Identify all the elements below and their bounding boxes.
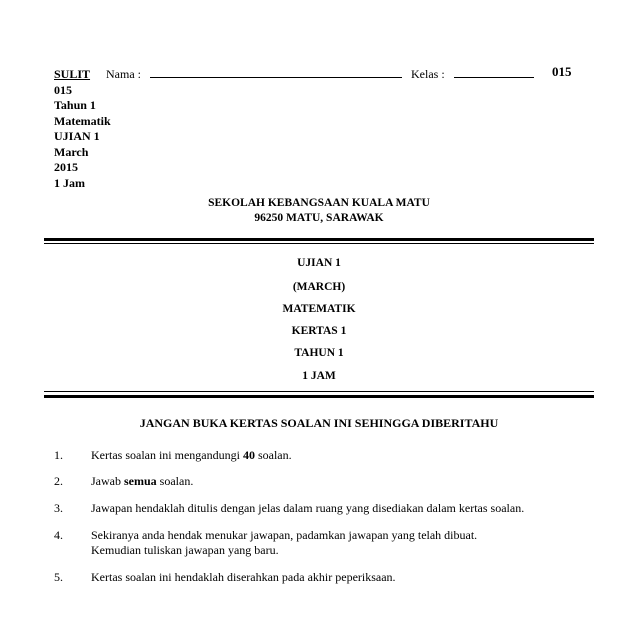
instruction-number: 5. xyxy=(54,570,63,584)
exam-line: TAHUN 1 xyxy=(294,347,344,359)
instruction-item xyxy=(0,570,638,590)
code-line: Matematik xyxy=(54,113,111,128)
instruction-item xyxy=(0,474,638,494)
divider-thin xyxy=(44,391,594,392)
kelas-label: Kelas : xyxy=(411,67,445,81)
instruction-text: Sekiranya anda hendak menukar jawapan, padamkan jawapan yang telah dibuat. xyxy=(91,528,478,542)
divider-thick xyxy=(44,238,594,241)
exam-line: 1 JAM xyxy=(302,370,336,382)
school-name: SEKOLAH KEBANGSAAN KUALA MATU xyxy=(208,197,430,209)
instruction-item xyxy=(0,528,638,562)
instruction-text: Jawab semua soalan. xyxy=(91,474,194,488)
exam-line: MATEMATIK xyxy=(282,303,356,315)
instruction-number: 4. xyxy=(54,528,63,542)
code-line: March xyxy=(54,144,89,159)
paper-code: 015 xyxy=(552,64,572,79)
instruction-text-line2: Kemudian tuliskan jawapan yang baru. xyxy=(91,543,279,557)
instruction-number: 3. xyxy=(54,501,63,515)
kelas-field[interactable] xyxy=(454,67,534,78)
code-line: 015 xyxy=(54,82,72,97)
code-line: 1 Jam xyxy=(54,175,85,190)
warning-text: JANGAN BUKA KERTAS SOALAN INI SEHINGGA DIBERITAHU xyxy=(139,416,499,430)
sulit-label: SULIT xyxy=(54,67,91,81)
exam-line: KERTAS 1 xyxy=(291,325,347,337)
instruction-number: 2. xyxy=(54,474,63,488)
instruction-text: Kertas soalan ini hendaklah diserahkan pada akhir peperiksaan. xyxy=(91,570,396,584)
instruction-text: Jawapan hendaklah ditulis dengan jelas dalam ruang yang disediakan dalam kertas soalan. xyxy=(91,501,525,515)
code-line: 2015 xyxy=(54,160,78,174)
code-line: UJIAN 1 xyxy=(54,129,100,143)
instruction-number: 1. xyxy=(54,448,63,462)
name-class-row xyxy=(106,67,534,82)
header-code-block xyxy=(54,67,111,191)
code-line: Tahun 1 xyxy=(54,98,96,112)
divider-thin xyxy=(44,243,594,244)
instruction-item xyxy=(0,501,638,521)
instruction-text: Kertas soalan ini mengandungi 40 soalan. xyxy=(91,448,292,462)
nama-label: Nama : xyxy=(106,67,141,81)
exam-line: UJIAN 1 xyxy=(297,257,341,269)
exam-line: (MARCH) xyxy=(292,281,346,293)
instruction-item xyxy=(0,448,638,468)
divider-thick xyxy=(44,395,594,398)
school-address: 96250 MATU, SARAWAK xyxy=(254,212,384,224)
nama-field[interactable] xyxy=(150,67,402,78)
